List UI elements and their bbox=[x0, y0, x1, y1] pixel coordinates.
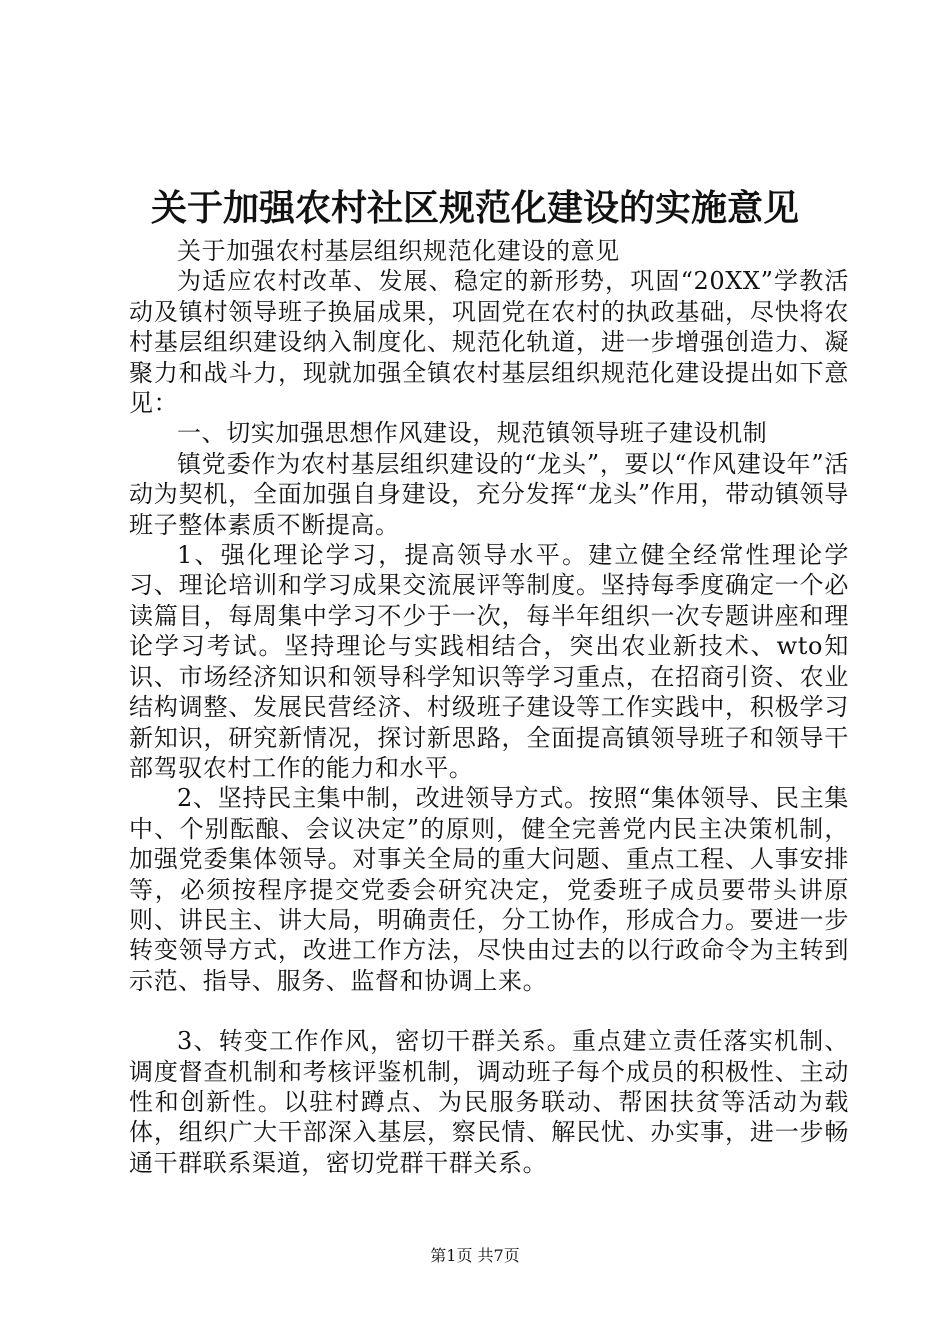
paragraph-section-intro: 镇党委作为农村基层组织建设的“龙头”，要以“作风建设年”活动为契机，全面加强自身建设，充分发挥“龙头”作用，带动镇领导班子整体素质不断提高。 bbox=[129, 449, 849, 539]
page-number: 第1页 共7页 bbox=[430, 1246, 520, 1265]
paragraph-item-1: 1、强化理论学习，提高领导水平。建立健全经常性理论学习、理论培训和学习成果交流展评等制度。坚持每季度确定一个必读篇目，每周集中学习不少于一次，每半年组织一次专题讲座和理论学习考试。坚持理论与实践相结合，突出农业新技术、wto知识、市场经济知识和领导科学知识等学习重点，在招商引资、农业结构调整、发展民营经济、村级班子建设等工作实践中，积极学习新知识，研究新情况，探讨新思路，全面提高镇领导班子和领导干部驾驭农村工作的能力和水平。 bbox=[129, 541, 849, 782]
document-body bbox=[129, 236, 849, 1178]
paragraph-item-3: 3、转变工作作风，密切干群关系。重点建立责任落实机制、调度督查机制和考核评鉴机制，调动班子每个成员的积极性、主动性和创新性。以驻村蹲点、为民服务联动、帮困扶贫等活动为载体，组织广大干部深入基层，察民情、解民忧、办实事，进一步畅通干群联系渠道，密切党群干群关系。 bbox=[129, 1027, 849, 1177]
paragraph-section-heading: 一、切实加强思想作风建设，规范镇领导班子建设机制 bbox=[177, 419, 768, 448]
paragraph-subtitle: 关于加强农村基层组织规范化建设的意见 bbox=[177, 237, 620, 265]
document-title: 关于加强农村社区规范化建设的实施意见 bbox=[150, 187, 799, 229]
paragraph-intro: 为适应农村改革、发展、稳定的新形势，巩固“20XX”学教活动及镇村领导班子换届成果，巩固党在农村的执政基础，尽快将农村基层组织建设纳入制度化、规范化轨道，进一步增强创造力、凝聚力和战斗力，现就加强全镇农村基层组织规范化建设提出如下意见： bbox=[129, 267, 849, 418]
paragraph-item-2: 2、坚持民主集中制，改进领导方式。按照“集体领导、民主集中、个别酝酿、会议决定”的原则，健全完善党内民主决策机制，加强党委集体领导。对事关全局的重大问题、重点工程、人事安排等，必须按程序提交党委会研究决定，党委班子成员要带头讲原则、讲民主、讲大局，明确责任，分工协作，形成合力。要进一步转变领导方式，改进工作方法，尽快由过去的以行政命令为主转到示范、指导、服务、监督和协调上来。 bbox=[129, 784, 849, 995]
